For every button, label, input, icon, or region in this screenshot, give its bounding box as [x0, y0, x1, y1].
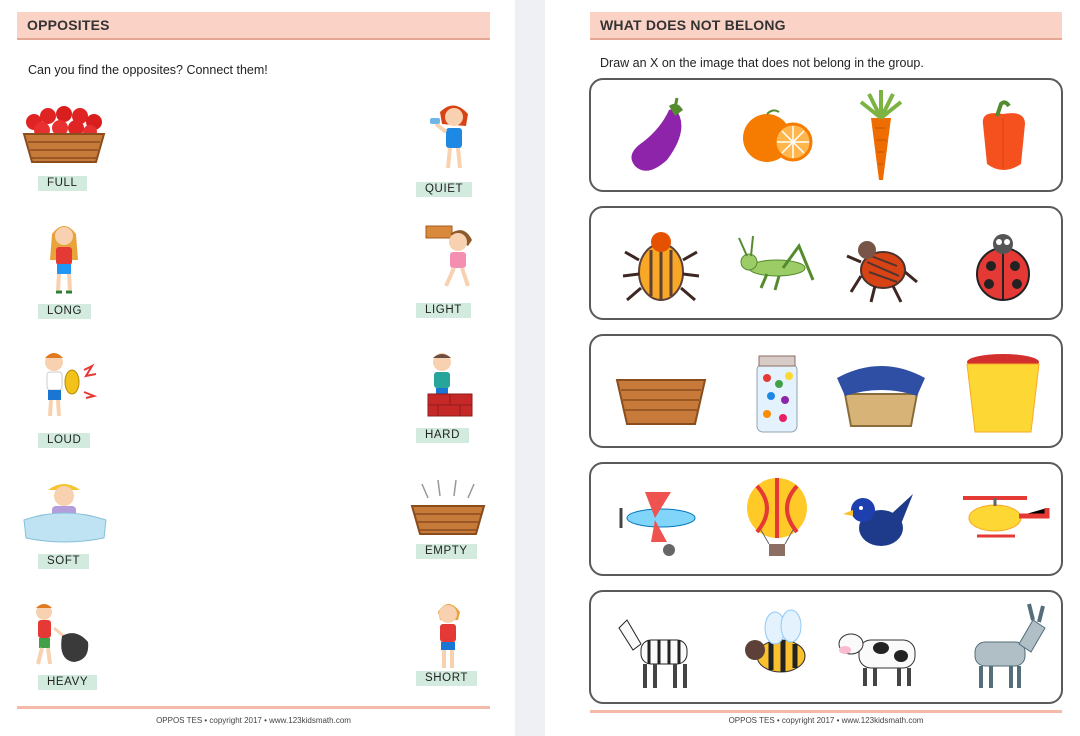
long-hair-girl-icon	[14, 220, 114, 294]
helicopter-icon[interactable]	[953, 472, 1053, 568]
does-not-belong-instruction: Draw an X on the image that does not belong in the group.	[600, 56, 924, 70]
eggplant-icon[interactable]	[611, 88, 711, 184]
opposites-worksheet	[0, 0, 515, 736]
opposite-label: EMPTY	[416, 544, 477, 559]
orange-icon[interactable]	[727, 88, 827, 184]
opposite-label: QUIET	[416, 182, 472, 197]
footer-text: OPPOS TES • copyright 2017 • www.123kidsmath.com	[156, 716, 351, 725]
beetle-icon[interactable]	[611, 216, 711, 312]
opposite-label: LOUD	[38, 433, 90, 448]
does-not-belong-title: WHAT DOES NOT BELONG	[590, 12, 1062, 40]
donkey-icon[interactable]	[953, 600, 1053, 696]
pillow-girl-icon	[14, 476, 114, 550]
heavy-bag-boy-icon	[14, 598, 114, 672]
opposite-label: FULL	[38, 176, 87, 191]
opposite-label: LIGHT	[416, 303, 471, 318]
grasshopper-icon[interactable]	[727, 216, 827, 312]
bucket-icon[interactable]	[953, 344, 1053, 440]
opposites-title: OPPOSITES	[17, 12, 490, 40]
cymbal-boy-icon	[14, 348, 114, 422]
image-group-box	[589, 78, 1063, 192]
light-box-girl-icon	[398, 220, 498, 294]
opposite-label: SOFT	[38, 554, 89, 569]
pepper-icon[interactable]	[953, 88, 1053, 184]
bug-icon[interactable]	[831, 216, 931, 312]
opposite-label: LONG	[38, 304, 91, 319]
boy-on-brick-icon	[398, 348, 498, 422]
footer-text: OPPOS TES • copyright 2017 • www.123kidsmath.com	[728, 716, 924, 725]
opposite-label: SHORT	[416, 671, 477, 686]
footer-divider	[590, 710, 1062, 713]
footer-divider	[17, 706, 490, 709]
airplane-icon[interactable]	[611, 472, 711, 568]
image-group-box	[589, 590, 1063, 704]
image-group-box	[589, 334, 1063, 448]
full-basket-icon	[14, 100, 114, 174]
does-not-belong-worksheet	[545, 0, 1080, 736]
image-group-box	[589, 206, 1063, 320]
zebra-icon[interactable]	[611, 600, 711, 696]
image-group-box	[589, 462, 1063, 576]
bee-icon[interactable]	[727, 600, 827, 696]
bird-icon[interactable]	[831, 472, 931, 568]
candy-jar-icon[interactable]	[727, 344, 827, 440]
ladybug-icon[interactable]	[953, 216, 1053, 312]
opposite-label: HARD	[416, 428, 469, 443]
empty-basket-icon	[398, 476, 498, 550]
basket-icon[interactable]	[611, 344, 711, 440]
carrot-icon[interactable]	[831, 88, 931, 184]
opposites-instruction: Can you find the opposites? Connect them!	[28, 63, 268, 77]
short-hair-girl-icon	[398, 598, 498, 672]
quiet-girl-icon	[398, 100, 498, 174]
opposite-label: HEAVY	[38, 675, 97, 690]
cow-icon[interactable]	[831, 600, 931, 696]
covered-basket-icon[interactable]	[831, 344, 931, 440]
hot-air-balloon-icon[interactable]	[727, 472, 827, 568]
